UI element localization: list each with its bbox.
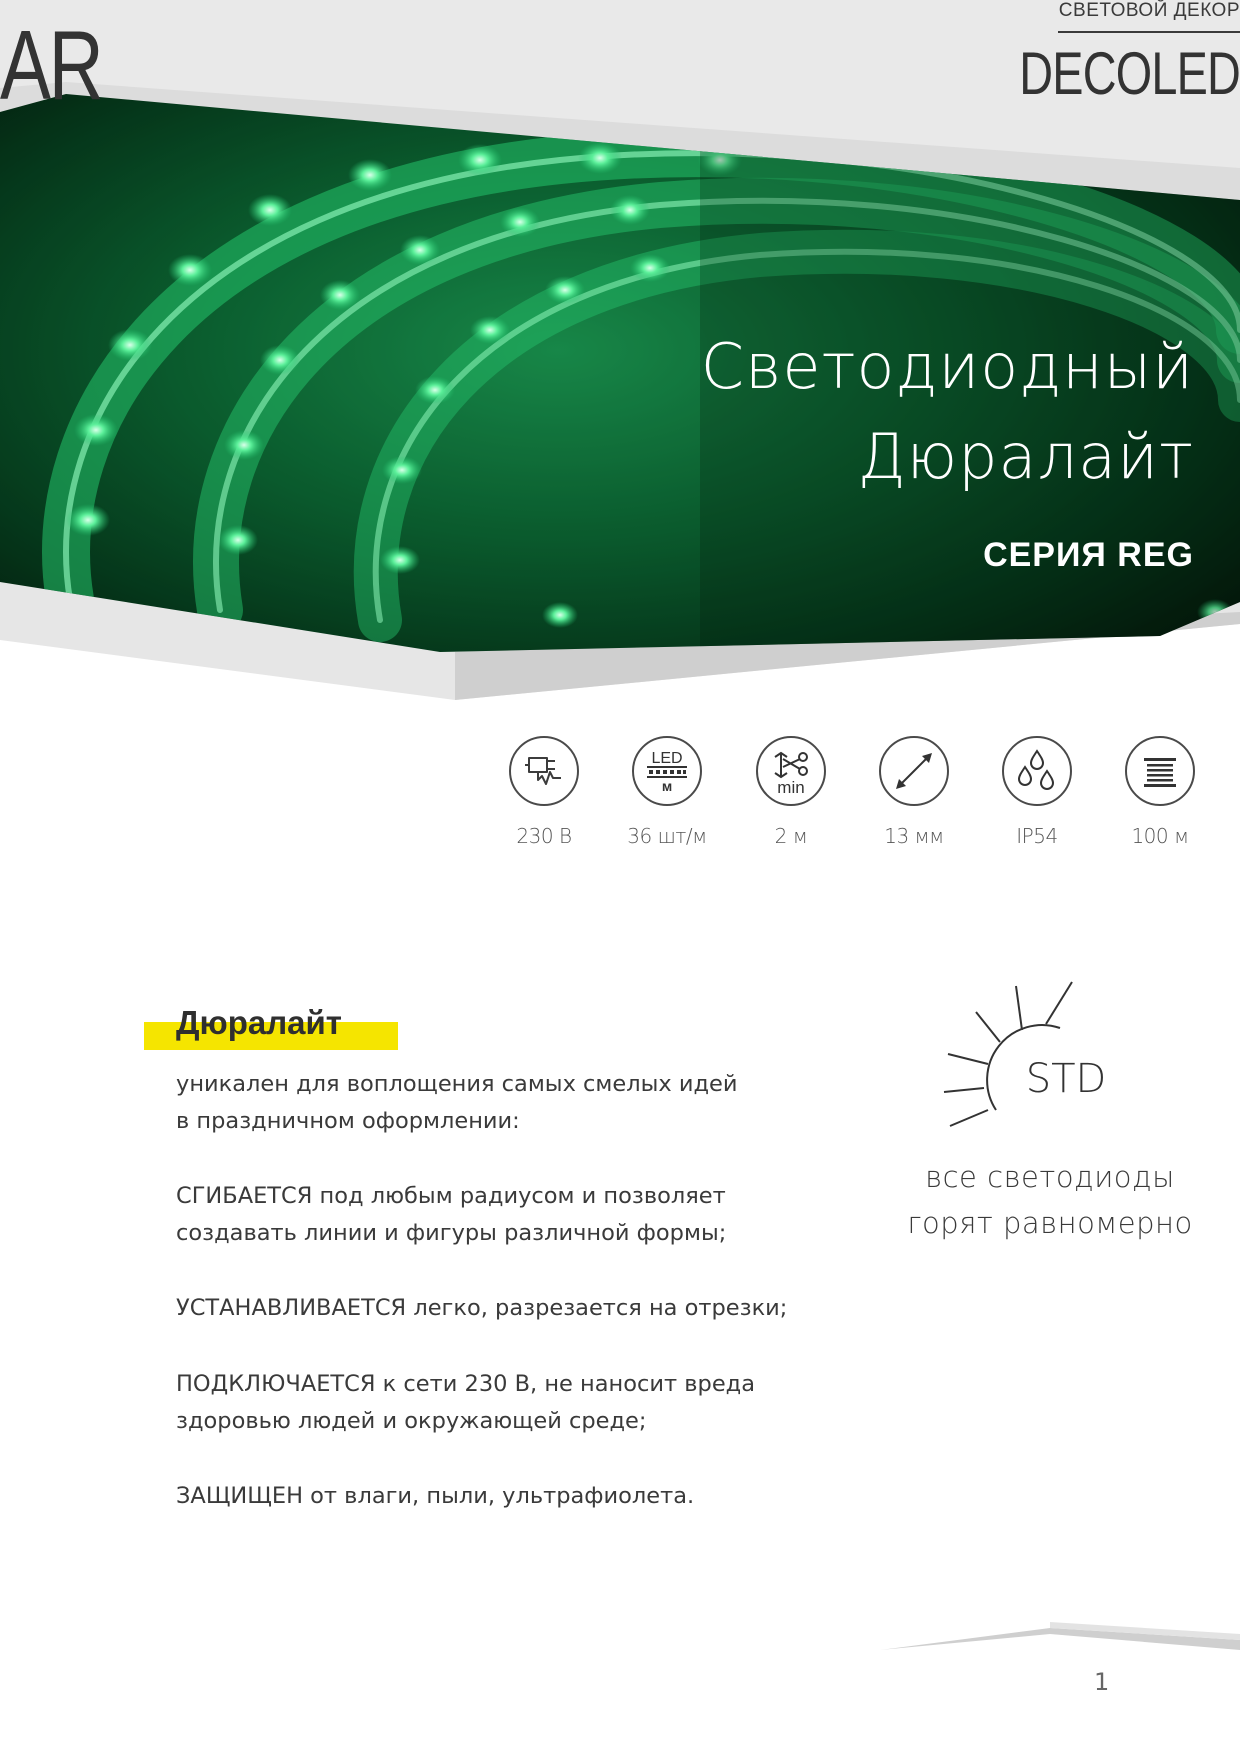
logo-brand-name: DECOLED	[1019, 40, 1240, 107]
paragraph-bends	[176, 1178, 726, 1252]
logo-divider	[1058, 31, 1240, 33]
logo-mark: AR	[0, 10, 102, 120]
min-icon-text: min	[777, 778, 805, 797]
spec-diameter-label: 13 мм	[884, 824, 944, 848]
paragraph-line: ПОДКЛЮЧАЕТСЯ к сети 230 В, не наносит вреда	[176, 1371, 756, 1397]
led-density-icon	[632, 736, 702, 806]
diameter-icon	[879, 736, 949, 806]
hero-title-line-1: Светодиодный	[700, 330, 1194, 403]
paragraph-protected	[176, 1478, 694, 1515]
series-label: СЕРИЯ REG	[983, 536, 1194, 574]
paragraph-install	[176, 1290, 787, 1327]
led-icon-text: LED	[651, 750, 683, 767]
paragraph-line: здоровью людей и окружающей среде;	[176, 1408, 647, 1434]
spec-protection	[987, 736, 1087, 848]
page-number: 1	[1094, 1668, 1110, 1696]
spec-voltage-label: 230 В	[516, 824, 572, 848]
meter-icon-text: м	[661, 778, 673, 794]
paragraph-line: в праздничном оформлении:	[176, 1108, 520, 1134]
spec-led-density-label: 36 шт/м	[627, 824, 707, 848]
cut-min-icon	[756, 736, 826, 806]
std-caption-line-2: горят равномерно	[907, 1206, 1193, 1240]
spec-min-cut-label: 2 м	[774, 824, 808, 848]
std-caption	[880, 1154, 1220, 1246]
paragraph-line: создавать линии и фигуры различной формы;	[176, 1220, 727, 1246]
paragraph-line: СГИБАЕТСЯ под любым радиусом и позволяет	[176, 1183, 726, 1209]
hero-title-line-2: Дюралайт	[857, 420, 1194, 493]
paragraph-connect	[176, 1366, 755, 1440]
reel-icon	[1125, 736, 1195, 806]
water-drops-icon	[1002, 736, 1072, 806]
footer-decoration	[880, 1620, 1240, 1664]
spec-voltage	[494, 736, 594, 848]
std-badge: STD	[1025, 1056, 1107, 1102]
std-caption-line-1: все светодиоды	[925, 1160, 1175, 1194]
spec-diameter	[864, 736, 964, 848]
spec-led-density	[617, 736, 717, 848]
hero-title	[394, 322, 1194, 502]
power-plug-icon	[509, 736, 579, 806]
paragraph-intro	[176, 1066, 738, 1140]
spec-protection-label: IP54	[1016, 824, 1058, 848]
logo-tagline: СВЕТОВОЙ ДЕКОР	[1058, 0, 1240, 21]
section-heading: Дюралайт	[176, 1004, 342, 1041]
paragraph-line: ЗАЩИЩЕН от влаги, пыли, ультрафиолета.	[176, 1483, 695, 1509]
sun-std-icon	[940, 980, 1120, 1140]
paragraph-line: уникален для воплощения самых смелых идей	[176, 1071, 738, 1097]
spec-reel-length-label: 100 м	[1131, 824, 1189, 848]
spec-reel-length	[1110, 736, 1210, 848]
paragraph-line: УСТАНАВЛИВАЕТСЯ легко, разрезается на отрезки;	[176, 1295, 788, 1321]
spec-min-cut	[741, 736, 841, 848]
